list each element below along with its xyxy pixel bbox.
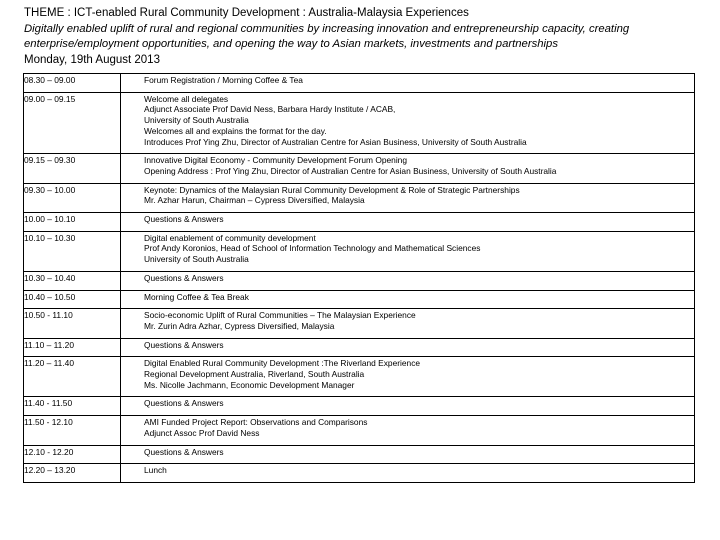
agenda-time: 11.50 - 12.10 [24, 416, 121, 445]
agenda-time: 09.15 – 09.30 [24, 154, 121, 183]
agenda-description [121, 213, 695, 232]
agenda-line: Introduces Prof Ying Zhu, Director of Australian Centre for Asian Business, University of South Australia [144, 136, 527, 147]
agenda-line: Forum Registration / Morning Coffee & Tea [144, 75, 303, 85]
agenda-row [24, 154, 695, 183]
agenda-line: Adjunct Associate Prof David Ness, Barbara Hardy Institute / ACAB, [144, 104, 396, 115]
agenda-row [24, 464, 695, 483]
agenda-time: 10.40 – 10.50 [24, 290, 121, 309]
agenda-row [24, 183, 695, 212]
agenda-line: Questions & Answers [144, 214, 224, 225]
agenda-description [121, 338, 695, 357]
agenda-row [24, 445, 695, 464]
agenda-time: 11.40 - 11.50 [24, 397, 121, 416]
agenda-row [24, 309, 695, 338]
agenda-line: AMI Funded Project Report: Observations and Comparisons [144, 417, 368, 428]
agenda-time: 08.30 – 09.00 [24, 74, 121, 93]
agenda-row [24, 74, 695, 93]
agenda-description [121, 92, 695, 154]
agenda-row [24, 271, 695, 290]
agenda-line: Digital enablement of community development [144, 232, 316, 243]
agenda-body [24, 74, 695, 483]
agenda-line: University of South Australia [144, 115, 249, 126]
agenda-line: Keynote: Dynamics of the Malaysian Rural Community Development & Role of Strategic Partnerships [144, 184, 520, 195]
agenda-description [121, 183, 695, 212]
agenda-row [24, 416, 695, 445]
agenda-row [24, 357, 695, 397]
agenda-line: Questions & Answers [144, 339, 224, 350]
agenda-row [24, 338, 695, 357]
agenda-line: Prof Andy Koronios, Head of School of Information Technology and Mathematical Sciences [144, 243, 481, 254]
agenda-line: Questions & Answers [144, 398, 224, 409]
agenda-line: Morning Coffee & Tea Break [144, 291, 249, 302]
agenda-line: Questions & Answers [144, 446, 224, 457]
agenda-description [121, 397, 695, 416]
event-date: Monday, 19th August 2013 [24, 54, 160, 66]
agenda-line: Questions & Answers [144, 272, 224, 283]
agenda-time: 10.50 - 11.10 [24, 309, 121, 338]
agenda-time: 11.10 – 11.20 [24, 338, 121, 357]
agenda-row [24, 397, 695, 416]
document-header [24, 6, 714, 68]
agenda-line: Adjunct Assoc Prof David Ness [144, 427, 260, 438]
agenda-description [121, 271, 695, 290]
agenda-row [24, 290, 695, 309]
agenda-time: 09.00 – 09.15 [24, 92, 121, 154]
agenda-time: 12.20 – 13.20 [24, 464, 121, 483]
agenda-time: 10.00 – 10.10 [24, 213, 121, 232]
agenda-line: Regional Development Australia, Riverland, South Australia [144, 369, 365, 380]
agenda-line: Digital Enabled Rural Community Development :The Riverland Experience [144, 358, 421, 369]
agenda-description [121, 309, 695, 338]
agenda-description [121, 154, 695, 183]
agenda-description [121, 464, 695, 483]
agenda-row [24, 231, 695, 271]
agenda-row [24, 92, 695, 154]
agenda-description [121, 74, 695, 93]
theme-title: THEME : ICT-enabled Rural Community Development : Australia-Malaysia Experiences [24, 7, 469, 19]
agenda-description [121, 445, 695, 464]
theme-subtitle: Digitally enabled uplift of rural and regional communities by increasing innovation and entrepreneurship capacity, creating enterprise/employment opportunities, and opening the way to Asian markets, investments and partnerships [24, 23, 630, 50]
agenda-line: Socio-economic Uplift of Rural Communities – The Malaysian Experience [144, 310, 416, 321]
agenda-time: 10.30 – 10.40 [24, 271, 121, 290]
agenda-time: 09.30 – 10.00 [24, 183, 121, 212]
agenda-line: Opening Address : Prof Ying Zhu, Director of Australian Centre for Asian Business, University of South Australia [144, 165, 557, 176]
agenda-description [121, 290, 695, 309]
agenda-line: Welcomes all and explains the format for the day. [144, 125, 327, 136]
agenda-time: 10.10 – 10.30 [24, 231, 121, 271]
agenda-table [23, 73, 695, 483]
agenda-description [121, 231, 695, 271]
agenda-line: Innovative Digital Economy - Community Development Forum Opening [144, 155, 407, 166]
agenda-line: Ms. Nicolle Jachmann, Economic Development Manager [144, 379, 355, 390]
agenda-time: 11.20 – 11.40 [24, 357, 121, 397]
agenda-line: Lunch [144, 465, 167, 476]
agenda-description [121, 416, 695, 445]
agenda-time: 12.10 - 12.20 [24, 445, 121, 464]
agenda-row [24, 213, 695, 232]
agenda-line: Welcome all delegates [144, 93, 229, 104]
agenda-line: Mr. Zurin Adra Azhar, Cypress Diversified, Malaysia [144, 320, 335, 331]
agenda-description [121, 357, 695, 397]
agenda-line: University of South Australia [144, 254, 249, 265]
agenda-line: Mr. Azhar Harun, Chairman – Cypress Diversified, Malaysia [144, 195, 365, 206]
